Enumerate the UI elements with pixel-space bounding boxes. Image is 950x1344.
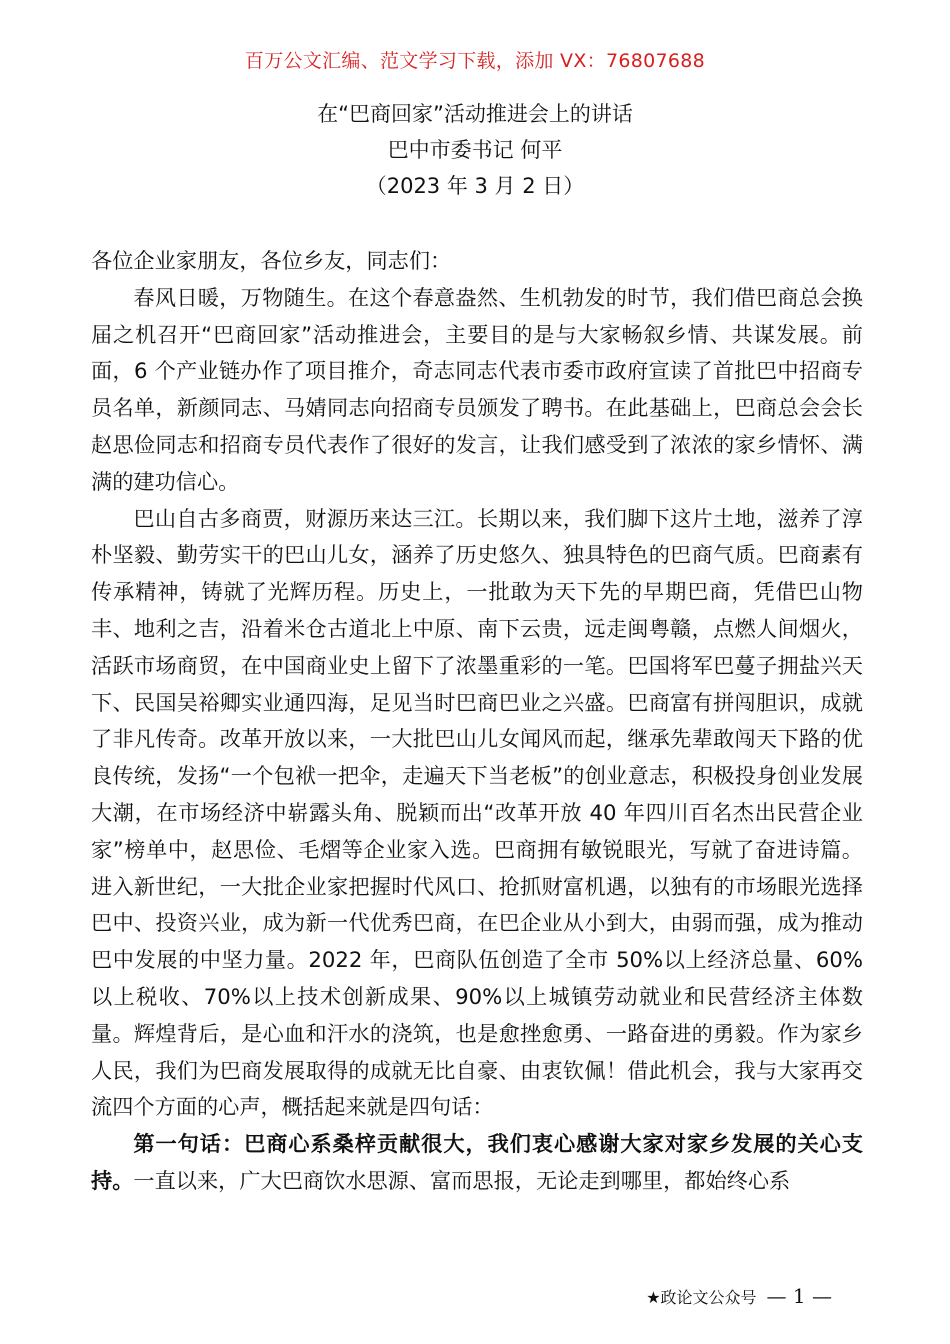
paragraph-3-heading: 第一句话：巴商心系桑梓贡献很大，我们衷心感谢大家对家乡发展的关心支持。 — [91, 1131, 863, 1193]
footer-source: ★政论文公众号 — [646, 1287, 757, 1307]
paragraph-2: 巴山自古多商贾，财源历来达三江。长期以来，我们脚下这片土地，滋养了淳朴坚毅、勤劳实干的巴山儿女，涵养了历史悠久、独具特色的巴商气质。巴商素有传承精神，铸就了光辉历程。历史上，一批敢为天下先的早期巴商，凭借巴山物丰、地利之吉，沿着米仓古道北上中原、南下云贵，远走闽粤赣，点燃人间烟火，活跃市场商贸，在中国商业史上留下了浓墨重彩的一笔。巴国将军巴蔓子拥盐兴天下、民国吴裕卿实业通四海，足见当时巴商巴业之兴盛。巴商富有拼闯胆识，成就了非凡传奇。改革开放以来，一大批巴山儿女闻风而起，继承先辈敢闯天下路的优良传统，发扬“一个包袱一把伞，走遍天下当老板”的创业意志，积极投身创业发展大潮，在市场经济中崭露头角、脱颖而出“改革开放 40 年四川百名杰出民营企业家”榜单中，赵思俭、毛熠等企业家入选。巴商拥有敏锐眼光，写就了奋进诗篇。进入新世纪，一大批企业家把握时代风口、抢抓财富机遇，以独有的市场眼光选择巴中、投资兴业，成为新一代优秀巴商，在巴企业从小到大，由弱而强，成为推动巴中发展的中坚力量。2022 年，巴商队伍创造了全市 50%以上经济总量、60%以上税收、70%以上技术创新成果、90%以上城镇劳动就业和民营经济主体数量。辉煌背后，是心血和汗水的浇筑，也是愈挫愈勇、一路奋进的勇毅。作为家乡人民，我们为巴商发展取得的成就无比自豪、由衷钦佩！借此机会，我与大家再交流四个方面的心声，概括起来就是四句话： — [91, 505, 863, 1120]
paragraph-3 — [91, 1126, 863, 1200]
salutation: 各位企业家朋友，各位乡友，同志们： — [91, 248, 452, 273]
speech-author: 巴中市委书记 何平 — [387, 138, 563, 162]
page-footer — [646, 1284, 832, 1308]
speech-title: 在“巴商回家”活动推进会上的讲话 — [317, 102, 633, 126]
speech-body — [91, 243, 863, 1200]
paragraph-3-text: 一直以来，广大巴商饮水思源、富而思报，无论走到哪里，都始终心系 — [133, 1167, 791, 1193]
title-block — [0, 96, 950, 204]
watermark-text: 百万公文汇编、范文学习下载，添加 VX：76807688 — [244, 50, 706, 72]
paragraph-1: 春风日暖，万物随生。在这个春意盎然、生机勃发的时节，我们借巴商总会换届之机召开“巴商回家”活动推进会，主要目的是与大家畅叙乡情、共谋发展。前面，6 个产业链办作了项目推介，奇志同志代表市委市政府宣读了首批巴中招商专员名单，新颜同志、马婧同志向招商专员颁发了聘书。在此基础上，巴商总会会长赵思俭同志和招商专员代表作了很好的发言，让我们感受到了浓浓的家乡情怀、满满的建功信心。 — [91, 284, 863, 494]
page-number: — 1 — — [766, 1284, 832, 1308]
speech-date: （2023 年 3 月 2 日） — [365, 174, 585, 198]
